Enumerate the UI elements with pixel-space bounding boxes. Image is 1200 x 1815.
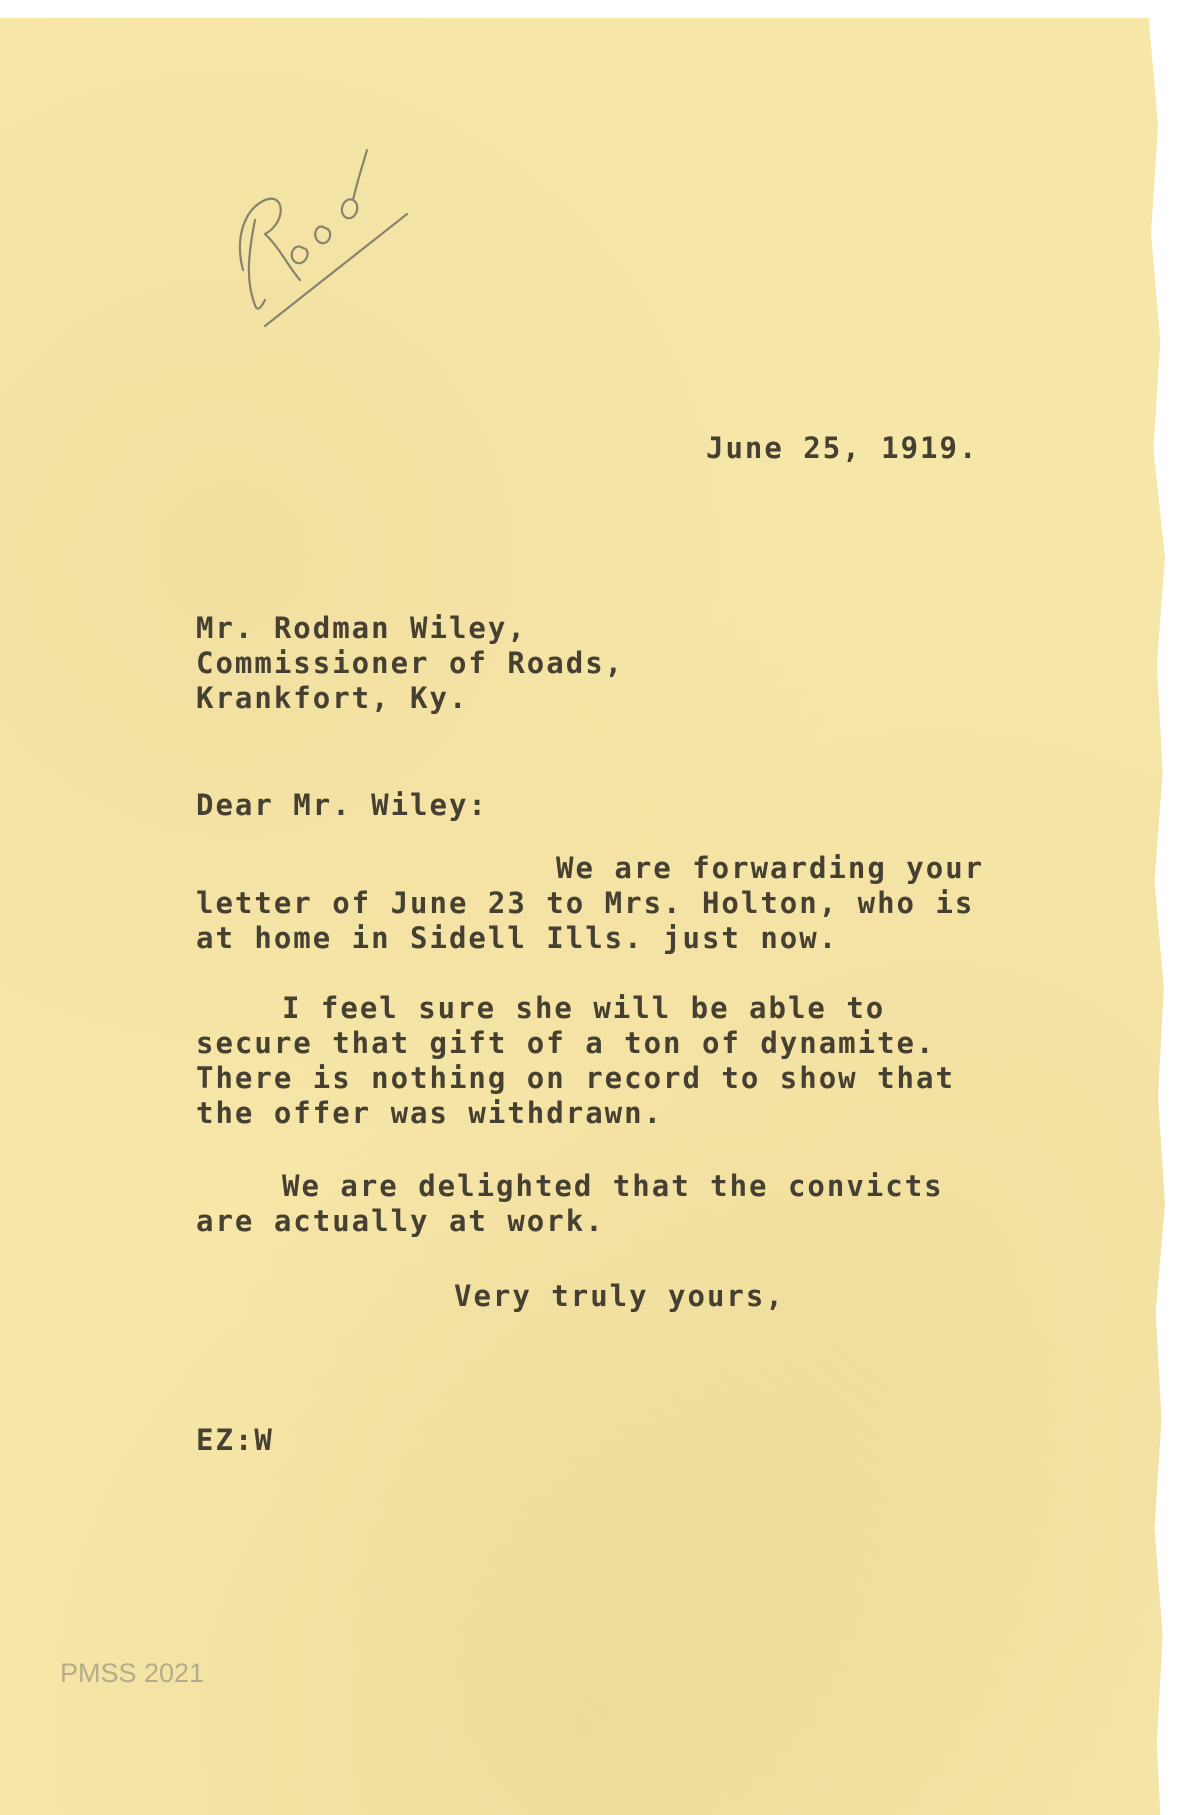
letter-date: June 25, 1919. <box>706 431 979 465</box>
paragraph-1-line-2: letter of June 23 to Mrs. Holton, who is <box>196 886 975 920</box>
handwritten-note-road <box>225 130 425 340</box>
archive-stamp: PMSS 2021 <box>60 1658 205 1688</box>
paragraph-2-line-3: There is nothing on record to show that <box>196 1061 955 1095</box>
paragraph-2-line-4: the offer was withdrawn. <box>196 1096 664 1130</box>
paragraph-2-line-2: secure that gift of a ton of dynamite. <box>196 1026 936 1060</box>
recipient-name: Mr. Rodman Wiley, <box>196 611 527 645</box>
salutation: Dear Mr. Wiley: <box>196 788 488 822</box>
initials: EZ:W <box>196 1423 274 1457</box>
paragraph-1-line-1: We are forwarding your <box>556 851 985 885</box>
recipient-city: Krankfort, Ky. <box>196 681 469 715</box>
paragraph-3-line-1: We are delighted that the convicts <box>282 1169 944 1203</box>
recipient-title: Commissioner of Roads, <box>196 646 625 680</box>
paragraph-2-line-1: I feel sure she will be able to <box>282 991 886 1025</box>
closing: Very truly yours, <box>454 1279 785 1313</box>
paragraph-3-line-2: are actually at work. <box>196 1204 605 1238</box>
paragraph-1-line-3: at home in Sidell Ills. just now. <box>196 921 839 955</box>
